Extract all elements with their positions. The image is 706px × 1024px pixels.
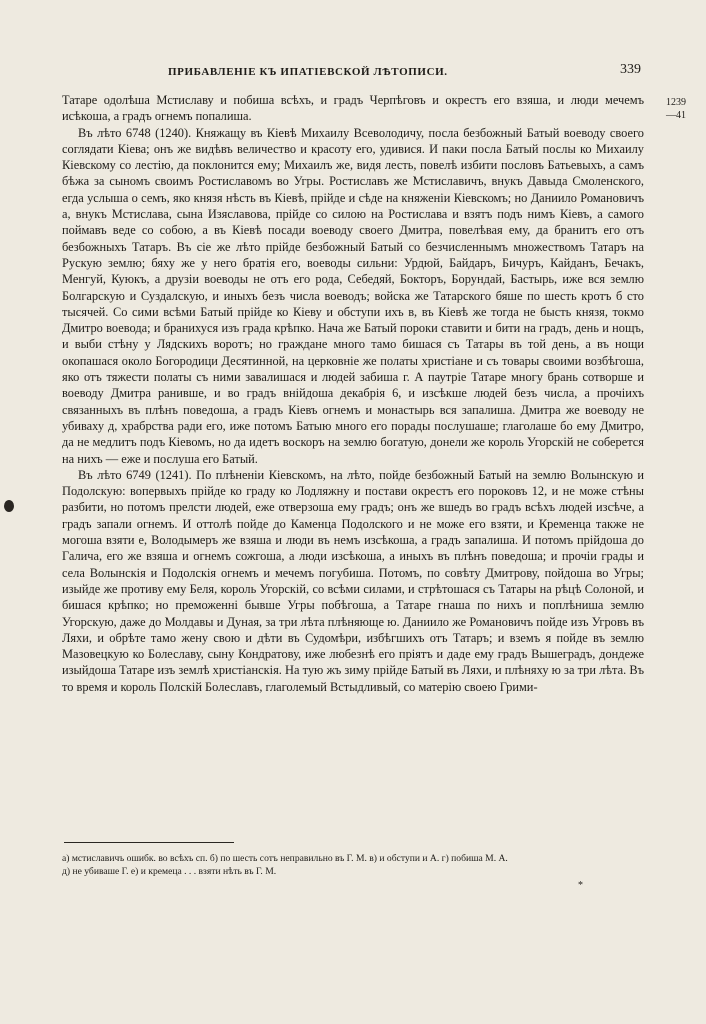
paragraph-year-6749: Въ лѣто 6749 (1241). По плѣненіи Кіевскомъ, на лѣто, пойде безбожный Батый на землю Волынскую и Подолскую: вопервыхъ прійде ко граду ко Лодляжну и постави окрестъ его пороковъ 12, и не може стѣны разбити, но потомъ прелсти людей, еже отверзоша ему градъ; онъ же вшедъ во градъ всѣхъ людей изсѣче, а градъ запали огнемъ. И оттолѣ пойде до Каменца Подолского и не може его взяти, и Кременца также не могоша взяти е, Володымеръ же взяша и люди въ немъ изсѣкоша, а градъ запалиша. И потомъ прійдоша до Галича, его же взяша и огнемъ сожгоша, а люди изсѣкоша, а иныхъ въ плѣнъ поведоша; и прочіи грады и села Волынскія и Подолскія огнемъ и мечемъ погубиша. Потомъ, по совѣту Дмитрову, пойдоша во Угры; изыйде же противу ему Беля, король Угорскій, со всѣми силами, и стрѣтошася съ Татары на рѣцѣ Солоной, и бишася крѣпко; но преможенні бывше Угры побѣгоша, а Татаре гнаша по нихъ и поплѣниша землю Угорскую, даже до Молдавы и Дуная, за три лѣта плѣняюще ю. Даниило же Романовичъ пойде изъ Угровъ въ Ляхи, и обрѣте тамо жену свою и дѣти въ Судомѣри, избѣгшихъ отъ Татаръ; и вземъ я пойде въ землю Мазовецкую ко Болеславу, сыну Кондратову, иже любезнѣ его пріятъ и даде ему градъ Вышеградъ, дондеже изыйдоша Татаре изъ землѣ христіанскія. На тую жъ зиму прійде Батый въ Ляхи, и плѣняху ю за три лѣта. Въ то время и король Полскій Болеславъ, глаголемый Встыдливый, со матерію своею Грими- bbox=[62, 467, 644, 694]
page-number: 339 bbox=[620, 62, 641, 77]
chronicle-text bbox=[62, 92, 644, 695]
running-header: ПРИБАВЛЕНІЕ КЪ ИПАТІЕВСКОЙ ЛѢТОПИСИ. bbox=[168, 66, 448, 78]
footnote-line: д) не убиваше Г. е) и кремеца . . . взяти нѣть въ Г. М. bbox=[62, 866, 277, 877]
margin-year-start: 1239 bbox=[666, 97, 686, 108]
ink-blot-mark bbox=[4, 500, 14, 512]
asterisk-mark: * bbox=[578, 880, 583, 891]
paragraph-year-6748: Въ лѣто 6748 (1240). Княжащу въ Кіевѣ Михаилу Всеволодичу, посла безбожный Батый воеводу своего соглядати Кіева; онъ же видѣвъ величество и красоту его, удивися. И паки посла Батый послы ко Михаилу Кіевскому со лестію, да поклонится ему; Михаилъ же, видя лесть, повелѣ избити пословъ Батьевыхъ, а самъ бѣжа за сыномъ своимъ Ростиславомъ во Угры. Ростиславъ же Мстиславичъ, внукъ Давыда Смоленского, егда услыша о семъ, яко князя нѣсть въ Кіевѣ, прійде и сѣде на княженіи Кіевскомъ; но Даниило Романовичъ а, внукъ Мстислава, сына Изяславова, прійде со силою на Ростислава и взятъ подъ нимъ Кіевъ, а самого поймавъ веде со собою, а въ Кіевѣ посади воеводу своего Дмитра, повелѣвая ему, да бранитъ его отъ безбожныхъ Татаръ. Въ сіе же лѣто прійде безбожный Батый со безчисленнымъ множествомъ Татаръ на Рускую землю; бяху же у него братія его, воеводы сильни: Урдюй, Байдаръ, Бичуръ, Кайданъ, Бечакъ, Менгуй, Куюкъ, а друзіи воеводы не отъ его рода, Себедяй, Бокторъ, Борундай, Бастырь, иже вся землю Болгарскую и Суздалскую, и иныхъ безъ числа воеводъ; войска же Татарского бяше по шесть кротъ б сто тысячей. Со сими всѣми Батый прійде ко Кіеву и обступи ихъ в, въ Кіевѣ же тогда не бысть князя, токмо Дмитро воевода; и бранихуся изъ града крѣпко. Нача же Батый пороки ставити и бити на градъ, день и нощъ, и выби стѣну у Лядскихъ воротъ; но граждане много тамо бишася съ Татары въ той день, а въ нощи окопашася около Богородици Десятинной, на церковніе же полаты христіане и съ товары своими возбѣгоша, яко отъ тяжести полаты съ ними завалишася и людей забиша г. А паутріе Татаре многу брань сотворше и воеводу Дмитра ранивше, и во градъ внійдоша декабрія 6, и изсѣкше людей безъ числа, а прочіихъ связанныхъ въ плѣнъ поведоша, а градъ Кіевъ огнемъ и монастырь вся запалиша. Дмитра же воеводу не убиваху д, храбрства ради его, иже потомъ Батыю много его порады послушаше; глаголаше бо ему Дмитро, да не медлитъ подъ Кіевомъ, но да идетъ воскоръ на землю богатую, донели же король Угорскій не соберется на нихъ — еже и послуша его Батый. bbox=[62, 125, 644, 466]
paragraph-opening: Татаре одолѣша Мстиславу и побиша всѣхъ, и градъ Черпѣговъ и окрестъ его взяша, и люди мечемъ исѣкоша, а градъ огнемъ попалиша. bbox=[62, 93, 644, 124]
margin-year-note bbox=[646, 96, 686, 122]
margin-year-end: —41 bbox=[666, 110, 686, 121]
footnotes bbox=[62, 852, 662, 878]
footnote-divider bbox=[64, 842, 234, 843]
footnote-line: а) мстиславичъ ошибк. во всѣхъ сп. б) по шесть сотъ неправильно въ Г. М. в) и обступи и А. г) побиша М. А. bbox=[62, 853, 508, 864]
